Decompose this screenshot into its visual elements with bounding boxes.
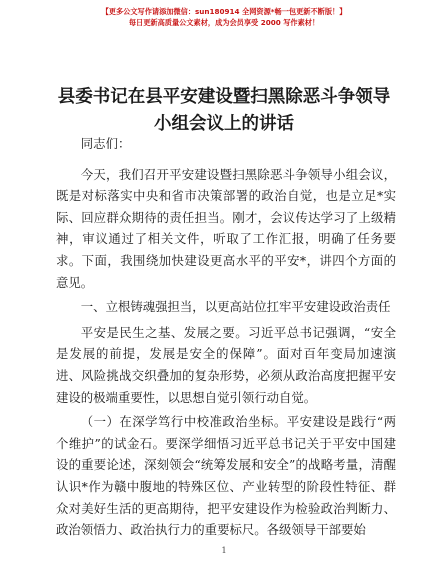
document-body xyxy=(56,133,396,544)
greeting: 同志们： xyxy=(80,136,131,151)
page-number: 1 xyxy=(221,546,227,555)
banner-line-2: 每日更新高质量公文素材，成为会员享受 2000 写作素材！ xyxy=(128,18,320,27)
paragraph-intro: 今天，我们召开平安建设暨扫黑除恶斗争领导小组会议，既是对标落实中央和省市决策部署的政治自觉，也是立足*实际、回应群众期待的责任担当。刚才，会议传达学习了上级精神，审议通过了相关文件，听取了工作汇报，明确了任务要求。下面，我围绕加快建设更高水平的平安*，讲四个方面的意见。 xyxy=(56,166,396,290)
promo-banner xyxy=(0,6,448,28)
paragraph-subsection-1: （一）在深学笃行中校准政治坐标。平安建设是践行“两个维护”的试金石。要深学细悟习近平总书记关于平安中国建设的重要论述，深刻领会“统筹发展和安全”的战略考量，清醒认识*作为赣中腹地的特殊区位、产业转型的阶段性特征、群众对美好生活的更高期待，把平安建设作为检验政治判断力、政治领悟力、政治执行力的重要标尺。各级领导干部要始 xyxy=(56,414,396,538)
document-title: 县委书记在县平安建设暨扫黑除恶斗争领导小组会议上的讲话 xyxy=(57,87,391,134)
banner-line-1: 【更多公文写作请添加微信：sun180914 全网资源*畅一包更新不断版！】 xyxy=(101,7,347,16)
section-heading-1: 一、立根铸魂强担当，以更高站位扛牢平安建设政治责任 xyxy=(80,299,391,315)
paragraph-section-1: 平安是民生之基、发展之要。习近平总书记强调，“安全是发展的前提，发展是安全的保障”。面对百年变局加速演进、风险挑战交织叠加的复杂形势，必须从政治高度把握平安建设的极端重要性，以思想自觉引领行动自觉。 xyxy=(56,324,396,405)
